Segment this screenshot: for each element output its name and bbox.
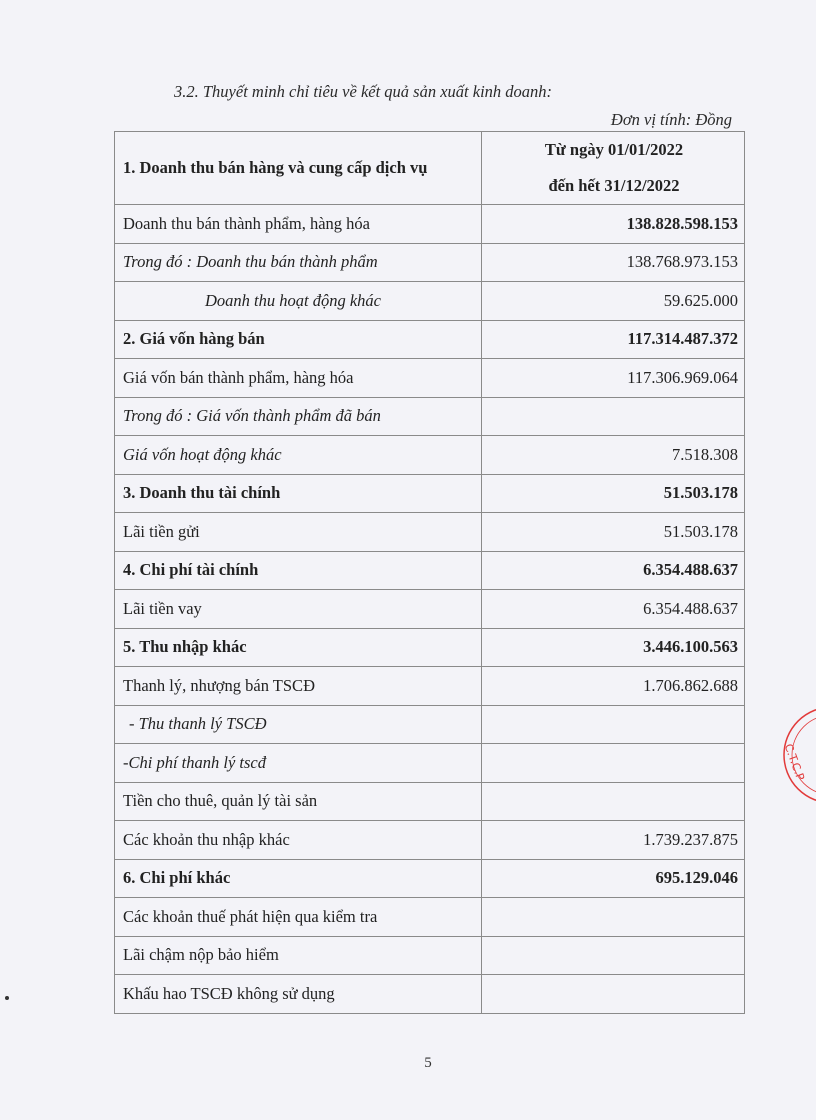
row-value: [482, 898, 745, 937]
row-value: 6.354.488.637: [482, 551, 745, 590]
row-label: Giá vốn bán thành phẩm, hàng hóa: [115, 359, 482, 398]
seal-text: C.T.C.P: [781, 742, 807, 783]
table-row: [115, 590, 745, 629]
row-label: -Chi phí thanh lý tscđ: [115, 744, 482, 783]
table-row: [115, 436, 745, 475]
row-value: 1.739.237.875: [482, 821, 745, 860]
row-label: Tiền cho thuê, quản lý tài sản: [115, 782, 482, 821]
row-label: Trong đó : Giá vốn thành phẩm đã bán: [115, 397, 482, 436]
table-row: [115, 898, 745, 937]
table-row: [115, 936, 745, 975]
table-row: [115, 859, 745, 898]
table-row: [115, 821, 745, 860]
section-heading: 3.2. Thuyết minh chỉ tiêu về kết quả sản xuất kinh doanh:: [174, 82, 553, 101]
period-start: Từ ngày 01/01/2022: [544, 140, 684, 159]
page-number: 5: [424, 1055, 432, 1071]
period-end: đến hết 31/12/2022: [548, 176, 680, 195]
row-value: 3.446.100.563: [482, 628, 745, 667]
table-row: [115, 282, 745, 321]
table-header-row: [115, 132, 745, 205]
table-row: [115, 705, 745, 744]
row-label: Các khoản thu nhập khác: [115, 821, 482, 860]
row-label: 5. Thu nhập khác: [115, 628, 482, 667]
table-row: [115, 320, 745, 359]
table-row: [115, 205, 745, 244]
row-label: Thanh lý, nhượng bán TSCĐ: [115, 667, 482, 706]
row-label: Lãi tiền gửi: [115, 513, 482, 552]
row-value: 117.314.487.372: [482, 320, 745, 359]
row-label: Lãi chậm nộp bảo hiểm: [115, 936, 482, 975]
row-label: Trong đó : Doanh thu bán thành phẩm: [115, 243, 482, 282]
row-value: 695.129.046: [482, 859, 745, 898]
row-value: [482, 744, 745, 783]
row-label: 2. Giá vốn hàng bán: [115, 320, 482, 359]
row-value: 117.306.969.064: [482, 359, 745, 398]
header-period: [482, 132, 745, 205]
row-label: 6. Chi phí khác: [115, 859, 482, 898]
table-row: [115, 397, 745, 436]
unit-label: Đơn vị tính: Đồng: [610, 110, 732, 129]
report-table: [114, 131, 745, 1014]
table-row: [115, 975, 745, 1014]
row-value: 1.706.862.688: [482, 667, 745, 706]
table-row: [115, 667, 745, 706]
row-value: 138.768.973.153: [482, 243, 745, 282]
row-label: Khấu hao TSCĐ không sử dụng: [115, 975, 482, 1014]
table-row: [115, 628, 745, 667]
table-row: [115, 551, 745, 590]
table-row: [115, 474, 745, 513]
row-value: [482, 975, 745, 1014]
row-label: Giá vốn hoạt động khác: [115, 436, 482, 475]
row-value: [482, 705, 745, 744]
row-value: [482, 397, 745, 436]
row-value: [482, 782, 745, 821]
row-value: 59.625.000: [482, 282, 745, 321]
row-value: 7.518.308: [482, 436, 745, 475]
company-seal: [770, 700, 816, 810]
row-label: 4. Chi phí tài chính: [115, 551, 482, 590]
row-label: Các khoản thuế phát hiện qua kiểm tra: [115, 898, 482, 937]
row-value: 51.503.178: [482, 513, 745, 552]
row-label: 3. Doanh thu tài chính: [115, 474, 482, 513]
row-label: Doanh thu hoạt động khác: [115, 282, 482, 321]
table-row: [115, 243, 745, 282]
table-row: [115, 513, 745, 552]
table-row: [115, 782, 745, 821]
row-value: 51.503.178: [482, 474, 745, 513]
table-row: [115, 744, 745, 783]
row-value: 138.828.598.153: [482, 205, 745, 244]
row-label: Lãi tiền vay: [115, 590, 482, 629]
row-label: Doanh thu bán thành phẩm, hàng hóa: [115, 205, 482, 244]
scan-speck: [5, 996, 9, 1000]
row-value: [482, 936, 745, 975]
row-label: - Thu thanh lý TSCĐ: [115, 705, 482, 744]
row-value: 6.354.488.637: [482, 590, 745, 629]
table-row: [115, 359, 745, 398]
header-title: 1. Doanh thu bán hàng và cung cấp dịch vụ: [115, 132, 482, 205]
